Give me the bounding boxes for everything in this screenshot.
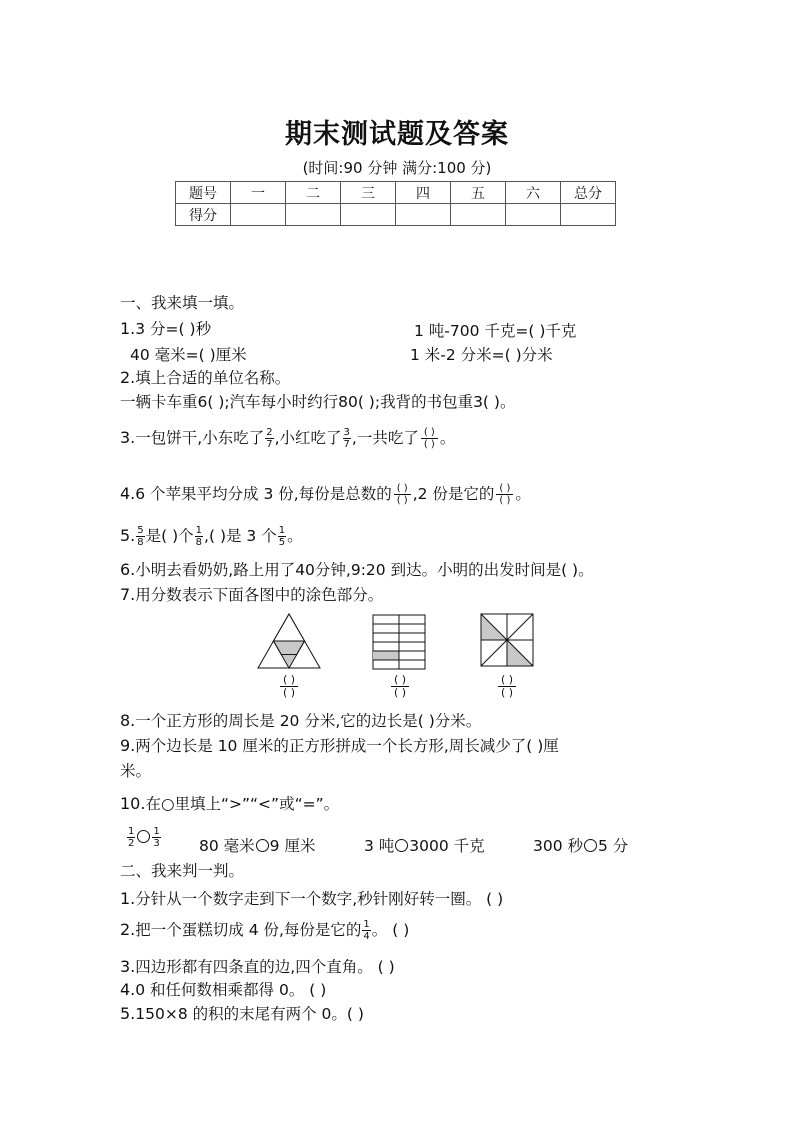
q1-c: 40 毫米=( )厘米 <box>130 346 247 364</box>
fraction: $\frac{5}{8}$ <box>137 525 144 548</box>
q8-text: 一个正方形的周长是 20 分米,它的边长是( )分米。 <box>135 712 482 730</box>
answer-fraction-blank[interactable]: ( ) ( ) <box>394 483 411 506</box>
section2-heading: 二、我来判一判。 <box>120 862 245 880</box>
question-number: 4. <box>120 484 136 503</box>
q10-compare-2: 80 毫米 9 厘米 <box>199 837 316 855</box>
judge-q5 <box>120 1002 364 1024</box>
score-header-cell: 总分 <box>561 182 616 204</box>
score-header-cell: 五 <box>451 182 506 204</box>
question-number: 8. <box>120 711 136 730</box>
score-row-label: 得分 <box>176 204 231 226</box>
fraction: $\frac{2}{7}$ <box>266 427 273 450</box>
compare-circle[interactable] <box>584 839 597 852</box>
question-number: 1. <box>120 889 136 908</box>
question-number: 5. <box>120 526 136 545</box>
fraction: $\frac{1}{4}$ <box>363 919 370 942</box>
triangle-figure <box>256 612 322 670</box>
q4: 4.6 个苹果平均分成 3 份,每份是总数的 ( ) ( ) ,2 份是它的 ( ) ( ) 。 <box>120 483 531 506</box>
judge-q2-text-2: 。 ( ) <box>371 921 410 939</box>
q10-compare-1 <box>126 826 162 849</box>
judge-q2-text-1: 把一个蛋糕切成 4 份,每份是它的 <box>135 921 362 939</box>
q3-text-3: ,一共吃了 <box>351 429 419 447</box>
answer-fraction-blank[interactable]: ( ) ( ) <box>269 674 309 699</box>
exam-time-score: (时间:90 分钟 满分:100 分) <box>302 159 492 177</box>
q1-a <box>120 317 211 339</box>
score-header-cell: 二 <box>286 182 341 204</box>
q3: 3.一包饼干,小东吃了 $\frac{2}{7}$ ,小红吃了 $\frac{3}{7}$ ,一共吃了 ( ) ( ) 。 <box>120 427 456 450</box>
question-number: 4. <box>120 980 136 999</box>
q6 <box>120 558 594 580</box>
q2-line: 一辆卡车重6( );汽车每小时约行80( );我背的书包重3( )。 <box>120 393 516 411</box>
score-header-cell: 一 <box>231 182 286 204</box>
question-number: 9. <box>120 736 136 755</box>
question-number: 3. <box>120 957 136 976</box>
q4-text-1: 6 个苹果平均分成 3 份,每份是总数的 <box>135 485 392 503</box>
score-header-cell: 题号 <box>176 182 231 204</box>
fraction: $\frac{1}{3}$ <box>153 826 160 849</box>
q10-compare-3: 3 吨 3000 千克 <box>364 837 485 855</box>
score-cell[interactable] <box>396 204 451 226</box>
q2-text: 填上合适的单位名称。 <box>135 369 291 387</box>
q10-text: 在○里填上“>”“<”或“=”。 <box>145 795 340 813</box>
score-cell[interactable] <box>506 204 561 226</box>
q1-b: 1 吨-700 千克=( )千克 <box>414 322 577 340</box>
judge-q3-text: 四边形都有四条直的边,四个直角。 ( ) <box>135 958 395 976</box>
q8 <box>120 709 481 731</box>
q6-text: 小明去看奶奶,路上用了40分钟,9:20 到达。小明的出发时间是( )。 <box>135 561 594 579</box>
question-number: 7. <box>120 585 136 604</box>
q10 <box>120 792 339 814</box>
q1-d: 1 米-2 分米=( )分米 <box>410 346 553 364</box>
answer-fraction-blank[interactable]: ( ) ( ) <box>380 674 420 699</box>
section1-heading: 一、我来填一填。 <box>120 294 245 312</box>
score-table-header-row <box>176 182 616 204</box>
judge-q4 <box>120 978 326 1000</box>
judge-q4-text: 0 和任何数相乘都得 0。 ( ) <box>135 981 327 999</box>
q7 <box>120 583 383 605</box>
q5-text-1: 是( )个 <box>145 527 194 545</box>
judge-q1 <box>120 887 503 909</box>
score-table-score-row <box>176 204 616 226</box>
judge-q2 <box>120 918 409 942</box>
question-number: 10. <box>120 794 146 813</box>
q1-a-text: 3 分=( )秒 <box>135 320 212 338</box>
q7-text: 用分数表示下面各图中的涂色部分。 <box>135 586 384 604</box>
page-title: 期末测试题及答案 <box>285 119 509 150</box>
q9 <box>120 734 559 756</box>
answer-fraction-blank[interactable]: ( ) ( ) <box>496 483 513 506</box>
compare-circle[interactable] <box>256 839 269 852</box>
question-number: 5. <box>120 1004 136 1023</box>
judge-q1-text: 分针从一个数字走到下一个数字,秒针刚好转一圈。 ( ) <box>135 890 504 908</box>
judge-q5-text: 150×8 的积的末尾有两个 0。( ) <box>135 1005 364 1023</box>
score-cell[interactable] <box>286 204 341 226</box>
question-number: 2. <box>120 368 136 387</box>
question-number: 6. <box>120 560 136 579</box>
judge-q3 <box>120 955 395 977</box>
q5: 5. $\frac{5}{8}$ 是( )个 $\frac{1}{8}$ ,( )是 3 个 $\frac{1}{5}$ 。 <box>120 525 303 548</box>
score-cell[interactable] <box>341 204 396 226</box>
q3-text-2: ,小红吃了 <box>274 429 342 447</box>
question-number: 1. <box>120 319 136 338</box>
q4-text-2: ,2 份是它的 <box>412 485 495 503</box>
answer-fraction-blank[interactable]: ( ) ( ) <box>487 674 527 699</box>
q5-text-2: ,( )是 3 个 <box>204 527 277 545</box>
q9-text: 两个边长是 10 厘米的正方形拼成一个长方形,周长减少了( )厘 <box>135 737 559 755</box>
answer-fraction-blank[interactable]: ( ) ( ) <box>421 427 438 450</box>
rectangle-grid-figure <box>372 614 426 670</box>
score-header-cell: 三 <box>341 182 396 204</box>
q3-text-1: 一包饼干,小东吃了 <box>135 429 265 447</box>
score-cell[interactable] <box>561 204 616 226</box>
fraction: $\frac{1}{2}$ <box>128 826 135 849</box>
score-cell[interactable] <box>231 204 286 226</box>
question-number: 3. <box>120 428 136 447</box>
score-table <box>175 181 616 226</box>
fraction: $\frac{1}{8}$ <box>195 525 203 548</box>
q10-compare-4: 300 秒 5 分 <box>533 837 629 855</box>
compare-circle[interactable] <box>395 839 408 852</box>
score-cell[interactable] <box>451 204 506 226</box>
fraction: $\frac{3}{7}$ <box>343 427 350 450</box>
fraction: $\frac{1}{5}$ <box>278 525 286 548</box>
question-number: 2. <box>120 920 136 939</box>
square-sectors-figure <box>479 612 535 668</box>
score-header-cell: 六 <box>506 182 561 204</box>
compare-circle[interactable] <box>137 830 150 843</box>
q2-title <box>120 366 290 388</box>
q9-continued: 米。 <box>120 762 152 780</box>
score-header-cell: 四 <box>396 182 451 204</box>
